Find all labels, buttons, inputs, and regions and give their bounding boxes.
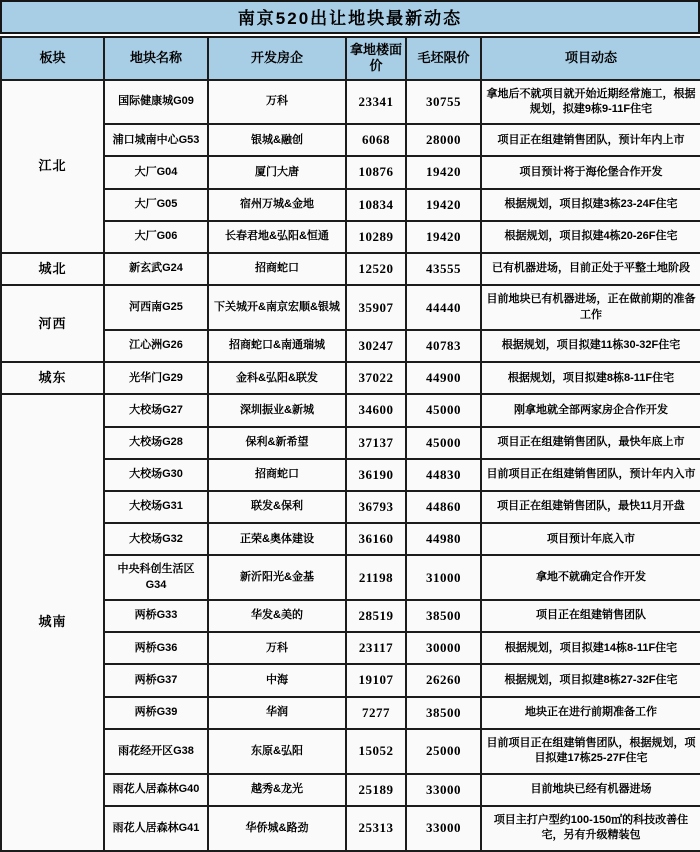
floor-price-cell: 23341 [346,80,406,125]
table-row [1,664,700,696]
status-cell: 项目正在组建销售团队，预计年内上市 [481,124,700,156]
price-cap-cell: 44980 [406,523,481,555]
table-row [1,156,700,188]
table-row [1,555,700,600]
table-row [1,221,700,253]
status-cell: 根据规划，项目拟建3栋23-24F住宅 [481,189,700,221]
parcel-name-cell: 大校场G32 [104,523,208,555]
developer-cell: 东原&弘阳 [208,729,346,774]
status-cell: 目前项目正在组建销售团队，预计年内入市 [481,459,700,491]
price-cap-cell: 40783 [406,330,481,362]
price-cap-cell: 45000 [406,394,481,426]
status-cell: 项目主打户型约100-150㎡的科技改善住宅，另有升级精装包 [481,806,700,851]
col-header-floor-price: 拿地楼面价 [346,37,406,80]
floor-price-cell: 28519 [346,600,406,632]
price-cap-cell: 44900 [406,362,481,394]
table-row [1,697,700,729]
floor-price-cell: 36793 [346,491,406,523]
price-cap-cell: 43555 [406,253,481,285]
developer-cell: 新沂阳光&金基 [208,555,346,600]
col-header-developer: 开发房企 [208,37,346,80]
price-cap-cell: 30755 [406,80,481,125]
status-cell: 目前项目正在组建销售团队，根据规划，项目拟建17栋25-27F住宅 [481,729,700,774]
status-cell: 已有机器进场，目前正处于平整土地阶段 [481,253,700,285]
table-row [1,124,700,156]
status-cell: 拿地不就确定合作开发 [481,555,700,600]
col-header-price-cap: 毛坯限价 [406,37,481,80]
price-cap-cell: 38500 [406,697,481,729]
status-cell: 根据规划，项目拟建8栋8-11F住宅 [481,362,700,394]
status-cell: 根据规划，项目拟建11栋30-32F住宅 [481,330,700,362]
parcel-name-cell: 雨花人居森林G40 [104,774,208,806]
status-cell: 项目正在组建销售团队，最快年底上市 [481,427,700,459]
developer-cell: 银城&融创 [208,124,346,156]
table-row [1,427,700,459]
table-row [1,394,700,426]
status-cell: 目前地块已经有机器进场 [481,774,700,806]
floor-price-cell: 36190 [346,459,406,491]
price-cap-cell: 26260 [406,664,481,696]
table-row [1,330,700,362]
floor-price-cell: 36160 [346,523,406,555]
table-row [1,729,700,774]
price-cap-cell: 19420 [406,156,481,188]
parcel-name-cell: 大厂G06 [104,221,208,253]
parcel-name-cell: 大校场G31 [104,491,208,523]
floor-price-cell: 15052 [346,729,406,774]
parcel-name-cell: 浦口城南中心G53 [104,124,208,156]
table-row [1,632,700,664]
parcel-name-cell: 大校场G28 [104,427,208,459]
floor-price-cell: 12520 [346,253,406,285]
price-cap-cell: 31000 [406,555,481,600]
col-header-parcel: 地块名称 [104,37,208,80]
status-cell: 拿地后不就项目就开始近期经常施工，根据规划，拟建9栋9-11F住宅 [481,80,700,125]
floor-price-cell: 23117 [346,632,406,664]
district-cell: 城东 [1,362,104,394]
col-header-district: 板块 [1,37,104,80]
status-cell: 目前地块已有机器进场，正在做前期的准备工作 [481,285,700,330]
page-title: 南京520出让地块最新动态 [0,0,700,34]
status-cell: 项目正在组建销售团队 [481,600,700,632]
price-cap-cell: 45000 [406,427,481,459]
parcel-name-cell: 新玄武G24 [104,253,208,285]
floor-price-cell: 37137 [346,427,406,459]
developer-cell: 招商蛇口&南通瑞城 [208,330,346,362]
developer-cell: 华侨城&路劲 [208,806,346,851]
price-cap-cell: 44440 [406,285,481,330]
table-header [1,37,700,80]
table-row [1,806,700,851]
developer-cell: 深圳振业&新城 [208,394,346,426]
developer-cell: 金科&弘阳&联发 [208,362,346,394]
table-row [1,523,700,555]
floor-price-cell: 10834 [346,189,406,221]
price-cap-cell: 28000 [406,124,481,156]
developer-cell: 越秀&龙光 [208,774,346,806]
developer-cell: 招商蛇口 [208,253,346,285]
table-body [1,80,700,851]
developer-cell: 下关城开&南京宏顺&银城 [208,285,346,330]
parcel-name-cell: 光华门G29 [104,362,208,394]
parcel-name-cell: 大厂G04 [104,156,208,188]
price-cap-cell: 19420 [406,189,481,221]
table-row [1,600,700,632]
price-cap-cell: 19420 [406,221,481,253]
col-header-status: 项目动态 [481,37,700,80]
floor-price-cell: 34600 [346,394,406,426]
developer-cell: 万科 [208,80,346,125]
district-cell: 城南 [1,394,104,850]
floor-price-cell: 19107 [346,664,406,696]
developer-cell: 华润 [208,697,346,729]
status-cell: 项目预计将于海伦堡合作开发 [481,156,700,188]
parcel-name-cell: 两桥G39 [104,697,208,729]
floor-price-cell: 25313 [346,806,406,851]
parcel-name-cell: 国际健康城G09 [104,80,208,125]
floor-price-cell: 37022 [346,362,406,394]
status-cell: 地块正在进行前期准备工作 [481,697,700,729]
price-cap-cell: 25000 [406,729,481,774]
table-row [1,80,700,125]
floor-price-cell: 30247 [346,330,406,362]
price-cap-cell: 44860 [406,491,481,523]
parcel-name-cell: 两桥G33 [104,600,208,632]
district-cell: 河西 [1,285,104,362]
floor-price-cell: 10876 [346,156,406,188]
table-row [1,459,700,491]
status-cell: 项目正在组建销售团队，最快11月开盘 [481,491,700,523]
price-cap-cell: 38500 [406,600,481,632]
parcel-name-cell: 中央科创生活区G34 [104,555,208,600]
floor-price-cell: 7277 [346,697,406,729]
developer-cell: 保利&新希望 [208,427,346,459]
floor-price-cell: 6068 [346,124,406,156]
table-row [1,285,700,330]
parcel-name-cell: 两桥G36 [104,632,208,664]
table-row [1,362,700,394]
developer-cell: 万科 [208,632,346,664]
table-row [1,253,700,285]
parcel-name-cell: 雨花经开区G38 [104,729,208,774]
developer-cell: 联发&保利 [208,491,346,523]
header-row [1,37,700,80]
parcel-name-cell: 江心洲G26 [104,330,208,362]
developer-cell: 厦门大唐 [208,156,346,188]
status-cell: 根据规划，项目拟建4栋20-26F住宅 [481,221,700,253]
status-cell: 根据规划，项目拟建8栋27-32F住宅 [481,664,700,696]
price-cap-cell: 33000 [406,806,481,851]
floor-price-cell: 25189 [346,774,406,806]
floor-price-cell: 35907 [346,285,406,330]
developer-cell: 中海 [208,664,346,696]
parcel-name-cell: 大校场G27 [104,394,208,426]
table-row [1,189,700,221]
parcel-name-cell: 雨花人居森林G41 [104,806,208,851]
status-cell: 刚拿地就全部两家房企合作开发 [481,394,700,426]
developer-cell: 长春君地&弘阳&恒通 [208,221,346,253]
developer-cell: 招商蛇口 [208,459,346,491]
parcel-name-cell: 河西南G25 [104,285,208,330]
parcel-name-cell: 大校场G30 [104,459,208,491]
status-cell: 项目预计年底入市 [481,523,700,555]
price-cap-cell: 33000 [406,774,481,806]
developer-cell: 正荣&奥体建设 [208,523,346,555]
district-cell: 城北 [1,253,104,285]
floor-price-cell: 10289 [346,221,406,253]
status-cell: 根据规划，项目拟建14栋8-11F住宅 [481,632,700,664]
parcel-name-cell: 大厂G05 [104,189,208,221]
district-cell: 江北 [1,80,104,254]
developer-cell: 宿州万城&金地 [208,189,346,221]
developer-cell: 华发&美的 [208,600,346,632]
floor-price-cell: 21198 [346,555,406,600]
price-cap-cell: 44830 [406,459,481,491]
land-parcel-table [0,36,700,852]
table-row [1,491,700,523]
price-cap-cell: 30000 [406,632,481,664]
parcel-name-cell: 两桥G37 [104,664,208,696]
table-row [1,774,700,806]
